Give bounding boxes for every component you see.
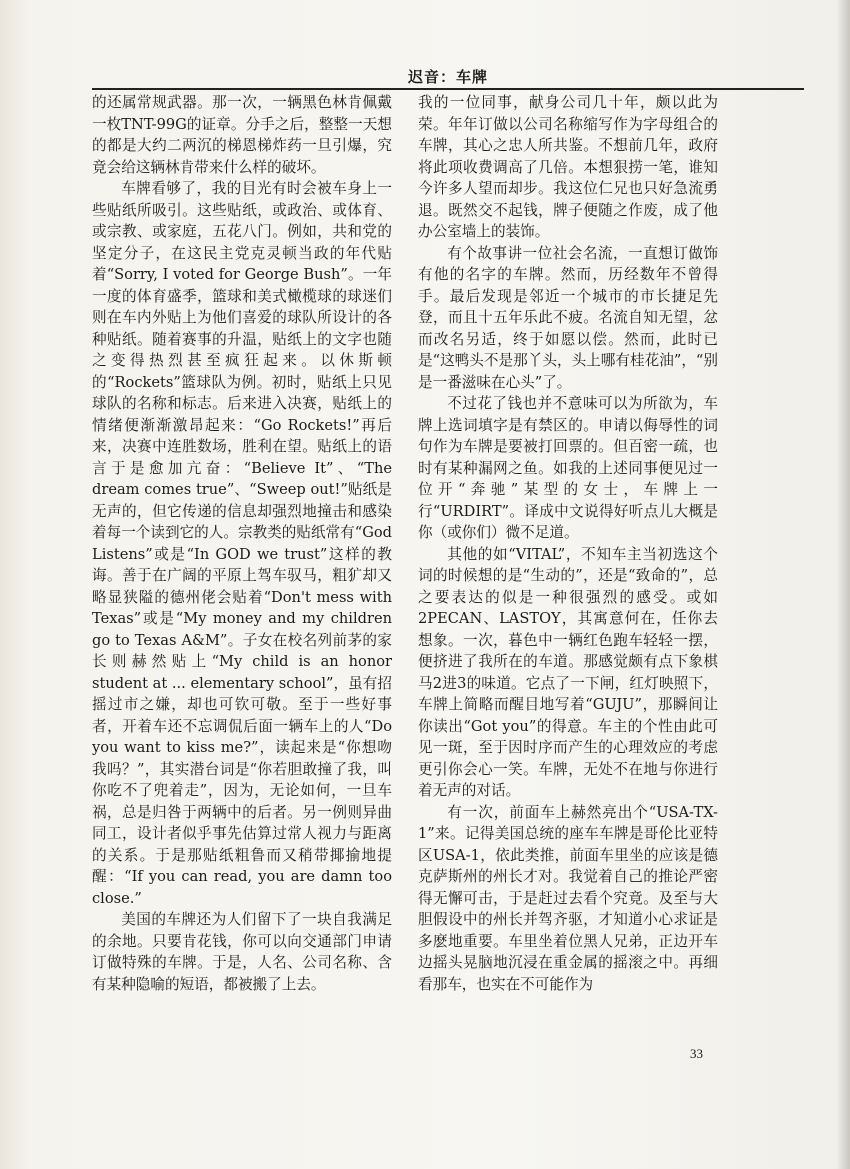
paragraph: 有一次，前面车上赫然亮出个“USA-TX-1”来。记得美国总统的座车车牌是哥伦比亚特区USA-1，依此类推，前面车里坐的应该是德克萨斯州的州长才对。我觉着自己的推论严密得无懈可击，于是赶过去看个究竟。及至与大胆假设中的州长并驾齐驱，才知道小心求证是多麽地重要。车里坐着位黑人兄弟，正边开车边摇头晃脑地沉浸在重金属的摇滚之中。再细看那车，也实在不可能作为 <box>418 803 718 993</box>
paragraph: 的还属常规武器。那一次，一辆黑色林肯佩戴一枚TNT-99G的证章。分手之后，整整一天想的都是大约二两沉的梯恩梯炸药一旦引爆，究竟会给这辆林肯带来什么样的破坏。 <box>92 94 392 176</box>
paragraph: 我的一位同事，献身公司几十年，颇以此为荣。年年订做以公司名称缩写作为字母组合的车牌，其心之忠人所共鉴。不想前几年，政府将此项收费调高了几倍。本想狠捞一笔，谁知今许多人望而却步。我这位仁兄也只好急流勇退。既然交不起钱，牌子便随之作废，成了他办公室墙上的装饰。 <box>418 94 718 240</box>
running-header <box>92 62 804 92</box>
paragraph: 美国的车牌还为人们留下了一块自我满足的余地。只要肯花钱，你可以向交通部门申请订做特殊的车牌。于是，人名、公司名称、含有某种隐喻的短语，都被搬了上去。 <box>92 911 392 993</box>
left-column <box>92 92 392 995</box>
paragraph: 有个故事讲一位社会名流，一直想订做饰有他的名字的车牌。然而，历经数年不曾得手。最后发现是邻近一个城市的市长捷足先登，而且十五年乐此不疲。名流自知无望，忿而改名另适，终于如愿以偿。然而，此时已是“这鸭头不是那丫头，头上哪有桂花油”，“别是一番滋味在心头”了。 <box>418 244 718 391</box>
header-title: 迟音：车牌 <box>407 68 488 86</box>
paragraph: 车牌看够了，我的目光有时会被车身上一些贴纸所吸引。这些贴纸，或政治、或体育、或宗教、或家庭，五花八门。例如，共和党的坚定分子，在这民主党克灵顿当政的年代贴着“Sorry, I voted for George Bush”。一年一度的体育盛季，篮球和美式橄榄球的球迷们则在车内外贴上为他们喜爱的球队所设计的各种贴纸。随着赛事的升温，贴纸上的文字也随之变得热烈甚至疯狂起来。以休斯顿的“Rockets”篮球队为例。初时，贴纸上只见球队的名称和标志。后来进入决赛，贴纸上的情绪便渐渐激昂起来：“Go Rockets!”再后来，决赛中连胜数场，胜利在望。贴纸上的语言于是愈加亢奋：“Believe It”、“The dream comes true”、“Sweep out!”贴纸是无声的，但它传递的信息却强烈地撞击和感染着每一个读到它的人。宗教类的贴纸常有“God Listens”或是“In GOD we trust”这样的教诲。善于在广阔的平原上驾车驭马，粗犷却又略显狭隘的德州佬会贴着“Don't mess with Texas”或是“My money and my children go to Texas A&M”。子女在校名列前茅的家长则赫然贴上“My child is an honor student at ... elementary school”，虽有招摇过市之嫌，却也可钦可敬。至于一些好事者，开着车还不忘调侃后面一辆车上的人“Do you want to kiss me?”，读起来是“你想吻我吗？”，其实潜台词是“你若胆敢撞了我，叫你吃不了兜着走”，因为，无论如何，一旦车祸，总是归咎于两辆中的后者。另一例则异曲同工，设计者似乎事先估算过常人视力与距离的关系。于是那贴纸粗鲁而又稍带揶揄地提醒：“If you can read, you are damn too close.” <box>92 180 392 907</box>
paragraph: 其他的如“VITAL”，不知车主当初选这个词的时候想的是“生动的”，还是“致命的”，总之要表达的似是一种很强烈的感受。或如2PECAN、LASTOY，其寓意何在，任你去想象。一次，暮色中一辆红色跑车轻轻一摆，便挤进了我所在的车道。那感觉颇有点下象棋马2进3的味道。它点了一下闸，红灯映照下，车牌上简略而醒目地写着“GUJU”，那瞬间让你读出“Got you”的得意。车主的个性由此可见一斑，至于因时序而产生的心理效应的考虑更引你会心一笑。车牌，无处不在地与你进行着无声的对话。 <box>418 545 718 799</box>
header-rule <box>92 88 804 90</box>
page-number: 33 <box>690 1046 703 1061</box>
paragraph: 不过花了钱也并不意味可以为所欲为，车牌上选词填字是有禁区的。申请以侮辱性的词句作为车牌是要被打回票的。但百密一疏，也时有某种漏网之鱼。如我的上述同事便见过一位开“奔驰”某型的女士，车牌上一行“URDIRT”。译成中文说得好听点儿大概是你（或你们）微不足道。 <box>418 395 718 541</box>
right-column <box>418 92 718 995</box>
page-edge-shadow <box>836 0 850 1169</box>
